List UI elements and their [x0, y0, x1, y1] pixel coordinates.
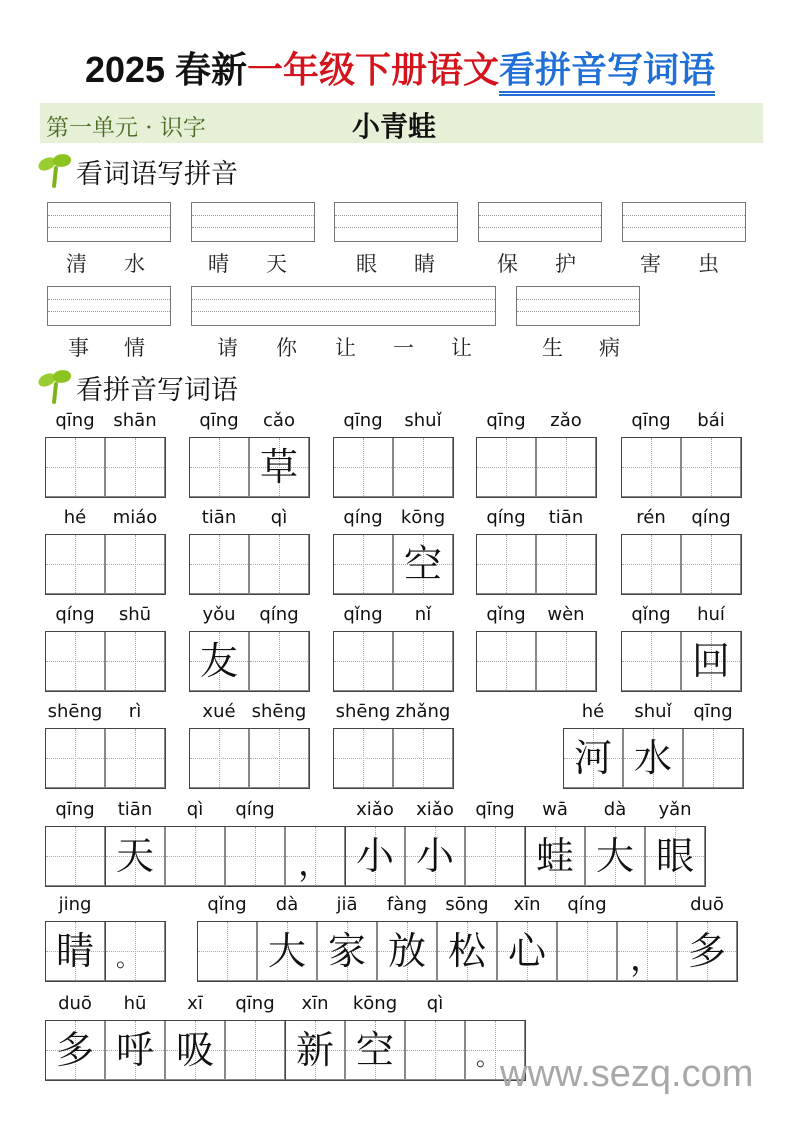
given-character: 天: [115, 834, 154, 878]
pinyin-label: shēng: [47, 701, 103, 722]
writing-cell[interactable]: [497, 921, 557, 981]
given-character: 睛: [55, 929, 94, 973]
unit-label: 第一单元 · 识字: [46, 115, 206, 141]
title-grade: 一年级下册语文: [247, 50, 500, 91]
pinyin-label: xīn: [513, 894, 541, 915]
writing-cell[interactable]: [617, 921, 677, 981]
given-character: [166, 827, 224, 885]
writing-cell[interactable]: [105, 534, 165, 594]
pinyin-label: qíng: [567, 894, 607, 915]
pinyin-label: tiān: [117, 799, 153, 820]
writing-cell[interactable]: [405, 1020, 465, 1080]
pinyin-label: qīng: [343, 410, 383, 431]
word-char: 水: [124, 252, 145, 276]
writing-cell[interactable]: [333, 631, 393, 691]
pinyin-label: qǐng: [207, 894, 247, 915]
word-char: 情: [124, 336, 145, 360]
given-character: 多: [687, 929, 726, 973]
given-character: [682, 438, 740, 496]
pinyin-label: xiǎo: [416, 799, 454, 820]
given-character: [190, 438, 248, 496]
pinyin-label: wèn: [547, 604, 585, 625]
writing-cell[interactable]: [683, 728, 743, 788]
pinyin-label: xiǎo: [356, 799, 394, 820]
writing-cell[interactable]: [563, 728, 623, 788]
writing-cell[interactable]: [249, 631, 309, 691]
pinyin-label: zhǎng: [395, 701, 451, 722]
given-character: [106, 632, 164, 690]
given-character: 大: [267, 929, 306, 973]
writing-cell[interactable]: [476, 631, 536, 691]
pinyin-label: shēng: [251, 701, 307, 722]
word-char: 天: [266, 252, 287, 276]
writing-cell[interactable]: [677, 921, 737, 981]
given-character: 眼: [655, 834, 694, 878]
pinyin-label: qǐng: [631, 604, 671, 625]
pinyin-label: xīn: [301, 993, 329, 1014]
writing-cell[interactable]: [249, 437, 309, 497]
pinyin-label: rì: [128, 701, 142, 722]
given-character: [394, 438, 452, 496]
writing-cell[interactable]: [393, 728, 453, 788]
writing-cell[interactable]: [105, 921, 165, 981]
writing-cell[interactable]: [557, 921, 617, 981]
pinyin-label: cǎo: [263, 410, 295, 431]
pinyin-label: qì: [186, 799, 204, 820]
pinyin-label: qì: [426, 993, 444, 1014]
given-character: ，: [630, 939, 664, 979]
given-character: [106, 729, 164, 787]
writing-cell[interactable]: [536, 631, 596, 691]
word-char: 护: [555, 252, 576, 276]
pinyin-label: yǎn: [658, 799, 692, 820]
writing-cell[interactable]: [45, 921, 105, 981]
given-character: 小: [355, 834, 394, 878]
pinyin-label: qīng: [235, 993, 275, 1014]
word-char: 事: [68, 336, 89, 360]
given-character: 。: [476, 1043, 500, 1071]
writing-cell[interactable]: [333, 728, 393, 788]
given-character: [106, 438, 164, 496]
writing-cell[interactable]: [285, 1020, 345, 1080]
given-character: 心: [507, 929, 546, 973]
pinyin-label: shuǐ: [634, 701, 672, 722]
writing-cell[interactable]: [393, 631, 453, 691]
writing-cell[interactable]: [45, 826, 105, 886]
given-character: [250, 632, 308, 690]
word-char: 睛: [414, 252, 435, 276]
given-character: [334, 535, 392, 593]
given-character: ，: [298, 844, 332, 884]
writing-cell[interactable]: [393, 437, 453, 497]
given-character: 放: [387, 929, 426, 973]
pinyin-label: qíng: [55, 604, 95, 625]
lesson-title: 小青蛙: [352, 110, 437, 143]
word-char: 生: [542, 336, 563, 360]
writing-cell[interactable]: [249, 534, 309, 594]
writing-cell[interactable]: [189, 437, 249, 497]
given-character: 蛙: [535, 834, 574, 878]
pinyin-label: qǐng: [343, 604, 383, 625]
given-character: 。: [116, 944, 140, 972]
given-character: [46, 535, 104, 593]
writing-cell[interactable]: [45, 534, 105, 594]
pinyin-label: miáo: [112, 507, 158, 528]
writing-cell[interactable]: [249, 728, 309, 788]
given-character: 呼: [115, 1028, 154, 1072]
pinyin-answer-box[interactable]: [334, 202, 458, 242]
given-character: [250, 535, 308, 593]
writing-cell[interactable]: [317, 921, 377, 981]
writing-cell[interactable]: [621, 631, 681, 691]
pinyin-label: dà: [603, 799, 627, 820]
writing-cell[interactable]: [377, 921, 437, 981]
page-title: [0, 44, 800, 97]
writing-cell[interactable]: [345, 1020, 405, 1080]
writing-cell[interactable]: [405, 826, 465, 886]
given-character: 草: [259, 445, 298, 489]
pinyin-label: xī: [187, 993, 203, 1014]
writing-cell[interactable]: [476, 437, 536, 497]
pinyin-label: hé: [581, 701, 605, 722]
pinyin-label: jing: [58, 894, 92, 915]
given-character: [466, 827, 524, 885]
given-character: [537, 535, 595, 593]
writing-cell[interactable]: [465, 826, 525, 886]
writing-cell[interactable]: [333, 534, 393, 594]
word-char: 眼: [356, 252, 377, 276]
pinyin-answer-box[interactable]: [622, 202, 746, 242]
pinyin-answer-box[interactable]: [516, 286, 640, 326]
given-character: 回: [691, 639, 730, 683]
pinyin-answer-box[interactable]: [191, 202, 315, 242]
pinyin-label: duō: [58, 993, 92, 1014]
given-character: [46, 729, 104, 787]
given-character: 河: [573, 736, 612, 780]
title-year: 2025 春新: [84, 49, 248, 90]
pinyin-label: wā: [542, 799, 568, 820]
pinyin-label: tiān: [548, 507, 584, 528]
pinyin-label: sōng: [445, 894, 489, 915]
section-heading-write-pinyin: [38, 152, 238, 191]
writing-cell[interactable]: [681, 437, 741, 497]
word-char: 你: [276, 336, 297, 360]
writing-cell[interactable]: [623, 728, 683, 788]
given-character: [46, 827, 104, 885]
pinyin-label: kōng: [400, 507, 446, 528]
writing-cell[interactable]: [536, 534, 596, 594]
given-character: [106, 535, 164, 593]
sprout-icon: [38, 154, 74, 190]
given-character: [394, 632, 452, 690]
pinyin-answer-box[interactable]: [191, 286, 496, 326]
given-character: [558, 922, 616, 980]
writing-cell[interactable]: [189, 534, 249, 594]
writing-cell[interactable]: [681, 534, 741, 594]
word-char: 害: [640, 252, 661, 276]
pinyin-label: qíng: [343, 507, 383, 528]
pinyin-label: huí: [697, 604, 725, 625]
word-char: 一: [393, 336, 414, 360]
section-heading-label: 看词语写拼音: [76, 159, 238, 190]
watermark: www.sezq.com: [500, 1053, 754, 1095]
word-char: 病: [599, 336, 620, 360]
pinyin-label: nǐ: [414, 604, 432, 625]
pinyin-label: qīng: [55, 410, 95, 431]
writing-cell[interactable]: [393, 534, 453, 594]
writing-cell[interactable]: [257, 921, 317, 981]
pinyin-label: qīng: [693, 701, 733, 722]
given-character: [190, 535, 248, 593]
pinyin-label: shēng: [335, 701, 391, 722]
writing-cell[interactable]: [476, 534, 536, 594]
pinyin-answer-box[interactable]: [47, 286, 171, 326]
writing-cell[interactable]: [621, 437, 681, 497]
writing-cell[interactable]: [225, 1020, 285, 1080]
writing-cell[interactable]: [285, 826, 345, 886]
given-character: [622, 535, 680, 593]
word-char: 让: [451, 336, 472, 360]
pinyin-label: xué: [202, 701, 236, 722]
writing-cell[interactable]: [45, 631, 105, 691]
writing-cell[interactable]: [621, 534, 681, 594]
writing-cell[interactable]: [585, 826, 645, 886]
writing-cell[interactable]: [105, 437, 165, 497]
given-character: [537, 438, 595, 496]
writing-cell[interactable]: [45, 1020, 105, 1080]
pinyin-answer-box[interactable]: [478, 202, 602, 242]
given-character: [684, 729, 742, 787]
given-character: [394, 729, 452, 787]
given-character: [334, 438, 392, 496]
pinyin-label: qì: [270, 507, 288, 528]
writing-cell[interactable]: [189, 728, 249, 788]
given-character: 新: [295, 1028, 334, 1072]
given-character: 吸: [175, 1028, 214, 1072]
section-heading-label: 看拼音写词语: [76, 375, 238, 406]
pinyin-label: dà: [275, 894, 299, 915]
writing-cell[interactable]: [105, 631, 165, 691]
pinyin-label: shuǐ: [404, 410, 442, 431]
writing-cell[interactable]: [105, 826, 165, 886]
pinyin-label: duō: [690, 894, 724, 915]
word-char: 让: [335, 336, 356, 360]
pinyin-label: shū: [118, 604, 152, 625]
word-char: 晴: [208, 252, 229, 276]
writing-cell[interactable]: [45, 728, 105, 788]
given-character: 水: [633, 736, 672, 780]
word-char: 清: [66, 252, 87, 276]
pinyin-label: qīng: [486, 410, 526, 431]
pinyin-label: zǎo: [550, 410, 582, 431]
given-character: 大: [595, 834, 634, 878]
given-character: [46, 632, 104, 690]
given-character: [46, 438, 104, 496]
writing-cell[interactable]: [45, 437, 105, 497]
given-character: [334, 632, 392, 690]
section-heading-write-words: [38, 368, 238, 407]
given-character: 小: [415, 834, 454, 878]
writing-cell[interactable]: [189, 631, 249, 691]
writing-cell[interactable]: [645, 826, 705, 886]
given-character: [198, 922, 256, 980]
writing-cell[interactable]: [525, 826, 585, 886]
pinyin-label: hé: [63, 507, 87, 528]
pinyin-label: fàng: [386, 894, 428, 915]
pinyin-label: qíng: [486, 507, 526, 528]
pinyin-label: qíng: [235, 799, 275, 820]
given-character: 多: [55, 1028, 94, 1072]
given-character: 松: [447, 929, 486, 973]
pinyin-label: qīng: [475, 799, 515, 820]
given-character: [226, 827, 284, 885]
pinyin-label: rén: [636, 507, 666, 528]
given-character: [477, 535, 535, 593]
pinyin-label: hū: [123, 993, 147, 1014]
writing-cell[interactable]: [437, 921, 497, 981]
pinyin-label: qīng: [199, 410, 239, 431]
given-character: [477, 632, 535, 690]
word-char: 请: [217, 336, 238, 360]
pinyin-label: shān: [113, 410, 157, 431]
writing-cell[interactable]: [536, 437, 596, 497]
given-character: [682, 535, 740, 593]
writing-cell[interactable]: [197, 921, 257, 981]
writing-cell[interactable]: [225, 826, 285, 886]
word-char: 虫: [698, 252, 719, 276]
pinyin-label: bái: [697, 410, 725, 431]
given-character: [477, 438, 535, 496]
given-character: [334, 729, 392, 787]
writing-cell[interactable]: [345, 826, 405, 886]
given-character: [406, 1021, 464, 1079]
word-char: 保: [497, 252, 518, 276]
given-character: [537, 632, 595, 690]
pinyin-label: qīng: [631, 410, 671, 431]
writing-cell[interactable]: [105, 728, 165, 788]
pinyin-label: qǐng: [486, 604, 526, 625]
given-character: [226, 1021, 284, 1079]
title-topic: 看拼音写词语: [499, 50, 715, 96]
given-character: [190, 729, 248, 787]
given-character: 家: [327, 929, 366, 973]
pinyin-answer-box[interactable]: [47, 202, 171, 242]
pinyin-label: yǒu: [202, 604, 236, 625]
writing-cell[interactable]: [681, 631, 741, 691]
given-character: [250, 729, 308, 787]
pinyin-label: qíng: [259, 604, 299, 625]
given-character: [622, 632, 680, 690]
given-character: 空: [355, 1028, 394, 1072]
pinyin-label: qīng: [55, 799, 95, 820]
writing-cell[interactable]: [165, 1020, 225, 1080]
given-character: 友: [199, 639, 238, 683]
writing-cell[interactable]: [165, 826, 225, 886]
pinyin-label: jiā: [336, 894, 358, 915]
pinyin-label: qíng: [691, 507, 731, 528]
given-character: [622, 438, 680, 496]
writing-cell[interactable]: [333, 437, 393, 497]
writing-cell[interactable]: [105, 1020, 165, 1080]
unit-bar: [40, 103, 763, 143]
sprout-icon: [38, 370, 74, 406]
pinyin-label: kōng: [352, 993, 398, 1014]
given-character: 空: [403, 542, 442, 586]
pinyin-label: tiān: [201, 507, 237, 528]
